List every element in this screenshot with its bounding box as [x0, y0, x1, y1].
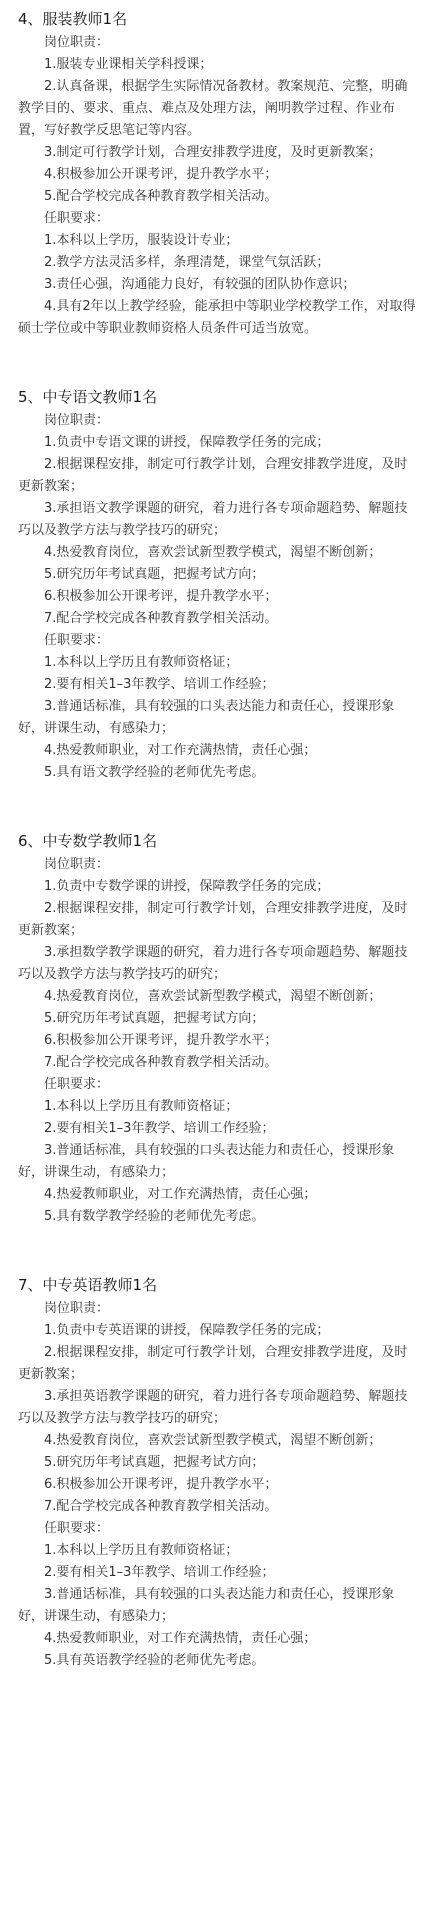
requirement-line: 2.根据课程安排，制定可行教学计划，合理安排教学进度，及时更新教案；: [18, 1345, 408, 1382]
requirement-line: 5.研究历年考试真题，把握考试方向；: [44, 1011, 265, 1026]
subsection-heading: 岗位职责：: [44, 35, 110, 50]
job-section: [18, 386, 416, 784]
requirement-line: 3.承担语文教学课题的研究，着力进行各专项命题趋势、解题技巧以及教学方法与教学技巧的研究；: [18, 501, 408, 538]
requirement-line: 2.根据课程安排，制定可行教学计划，合理安排教学进度，及时更新教案；: [18, 901, 408, 938]
requirement-line: 1.负责中专语文课的讲授，保障教学任务的完成；: [44, 435, 330, 450]
requirement-line: 4.热爱教师职业，对工作充满热情，责任心强；: [44, 743, 317, 758]
requirement-line: 7.配合学校完成各种教育教学相关活动。: [44, 611, 278, 626]
requirement-line: 6.积极参加公开课考评，提升教学水平；: [44, 589, 278, 604]
section-gap: [18, 1228, 416, 1274]
section-title: 5、中专语文教师1名: [18, 388, 158, 406]
requirement-line: 1.负责中专数学课的讲授，保障教学任务的完成；: [44, 879, 330, 894]
requirement-line: 2.认真备课，根据学生实际情况备教材。教案规范、完整，明确教学目的、要求、重点、难点及处理方法，阐明教学过程、作业布置，写好教学反思笔记等内容。: [18, 79, 408, 138]
requirement-line: 5.具有数学教学经验的老师优先考虑。: [44, 1209, 265, 1224]
section-title: 4、服装教师1名: [18, 10, 128, 28]
requirement-line: 4.积极参加公开课考评，提升教学水平；: [44, 167, 278, 182]
requirement-line: 1.本科以上学历且有教师资格证；: [44, 1543, 239, 1558]
requirement-line: 3.普通话标准，具有较强的口头表达能力和责任心，授课形象好，讲课生动，有感染力；: [18, 1587, 395, 1624]
requirement-line: 4.热爱教师职业，对工作充满热情，责任心强；: [44, 1187, 317, 1202]
requirement-line: 3.普通话标准，具有较强的口头表达能力和责任心，授课形象好，讲课生动，有感染力；: [18, 1143, 395, 1180]
section-title: 7、中专英语教师1名: [18, 1276, 158, 1294]
requirement-line: 2.要有相关1–3年教学、培训工作经验；: [44, 1121, 275, 1136]
requirement-line: 6.积极参加公开课考评，提升教学水平；: [44, 1033, 278, 1048]
subsection-heading: 岗位职责：: [44, 857, 110, 872]
requirement-line: 1.本科以上学历且有教师资格证；: [44, 655, 239, 670]
subsection-heading: 岗位职责：: [44, 1301, 110, 1316]
requirement-line: 5.具有英语教学经验的老师优先考虑。: [44, 1653, 265, 1668]
job-section: [18, 830, 416, 1228]
requirement-line: 1.负责中专英语课的讲授，保障教学任务的完成；: [44, 1323, 330, 1338]
requirement-line: 3.承担英语教学课题的研究，着力进行各专项命题趋势、解题技巧以及教学方法与教学技巧的研究；: [18, 1389, 408, 1426]
requirement-line: 1.本科以上学历且有教师资格证；: [44, 1099, 239, 1114]
requirement-line: 7.配合学校完成各种教育教学相关活动。: [44, 1499, 278, 1514]
section-title: 6、中专数学教师1名: [18, 832, 158, 850]
subsection-heading: 任职要求：: [44, 1077, 110, 1092]
requirement-line: 7.配合学校完成各种教育教学相关活动。: [44, 1055, 278, 1070]
subsection-heading: 任职要求：: [44, 211, 110, 226]
requirement-line: 3.责任心强，沟通能力良好，有较强的团队协作意识；: [44, 277, 356, 292]
requirement-line: 4.热爱教育岗位，喜欢尝试新型教学模式，渴望不断创新；: [44, 989, 382, 1004]
requirement-line: 2.根据课程安排，制定可行教学计划，合理安排教学进度，及时更新教案；: [18, 457, 408, 494]
requirement-line: 1.本科以上学历，服装设计专业；: [44, 233, 239, 248]
requirement-line: 6.积极参加公开课考评，提升教学水平；: [44, 1477, 278, 1492]
job-section: [18, 8, 416, 340]
requirement-line: 4.热爱教育岗位，喜欢尝试新型教学模式，渴望不断创新；: [44, 1433, 382, 1448]
requirement-line: 4.热爱教育岗位，喜欢尝试新型教学模式，渴望不断创新；: [44, 545, 382, 560]
requirement-line: 2.要有相关1–3年教学、培训工作经验；: [44, 677, 275, 692]
requirement-line: 2.教学方法灵活多样，条理清楚，课堂气氛活跃；: [44, 255, 330, 270]
section-gap: [18, 784, 416, 830]
subsection-heading: 岗位职责：: [44, 413, 110, 428]
requirement-line: 3.制定可行教学计划，合理安排教学进度，及时更新教案；: [44, 145, 382, 160]
requirement-line: 5.配合学校完成各种教育教学相关活动。: [44, 189, 278, 204]
requirement-line: 2.要有相关1–3年教学、培训工作经验；: [44, 1565, 275, 1580]
requirement-line: 5.研究历年考试真题，把握考试方向；: [44, 567, 265, 582]
section-gap: [18, 340, 416, 386]
job-section: [18, 1274, 416, 1672]
requirement-line: 5.研究历年考试真题，把握考试方向；: [44, 1455, 265, 1470]
requirement-line: 4.具有2年以上教学经验，能承担中等职业学校教学工作，对取得硕士学位或中等职业教师资格人员条件可适当放宽。: [18, 299, 416, 336]
requirement-line: 3.承担数学教学课题的研究，着力进行各专项命题趋势、解题技巧以及教学方法与教学技巧的研究；: [18, 945, 408, 982]
subsection-heading: 任职要求：: [44, 633, 110, 648]
subsection-heading: 任职要求：: [44, 1521, 110, 1536]
requirement-line: 5.具有语文教学经验的老师优先考虑。: [44, 765, 265, 780]
requirement-line: 3.普通话标准，具有较强的口头表达能力和责任心，授课形象好，讲课生动，有感染力；: [18, 699, 395, 736]
requirement-line: 1.服装专业课相关学科授课；: [44, 57, 213, 72]
requirement-line: 4.热爱教师职业，对工作充满热情，责任心强；: [44, 1631, 317, 1646]
